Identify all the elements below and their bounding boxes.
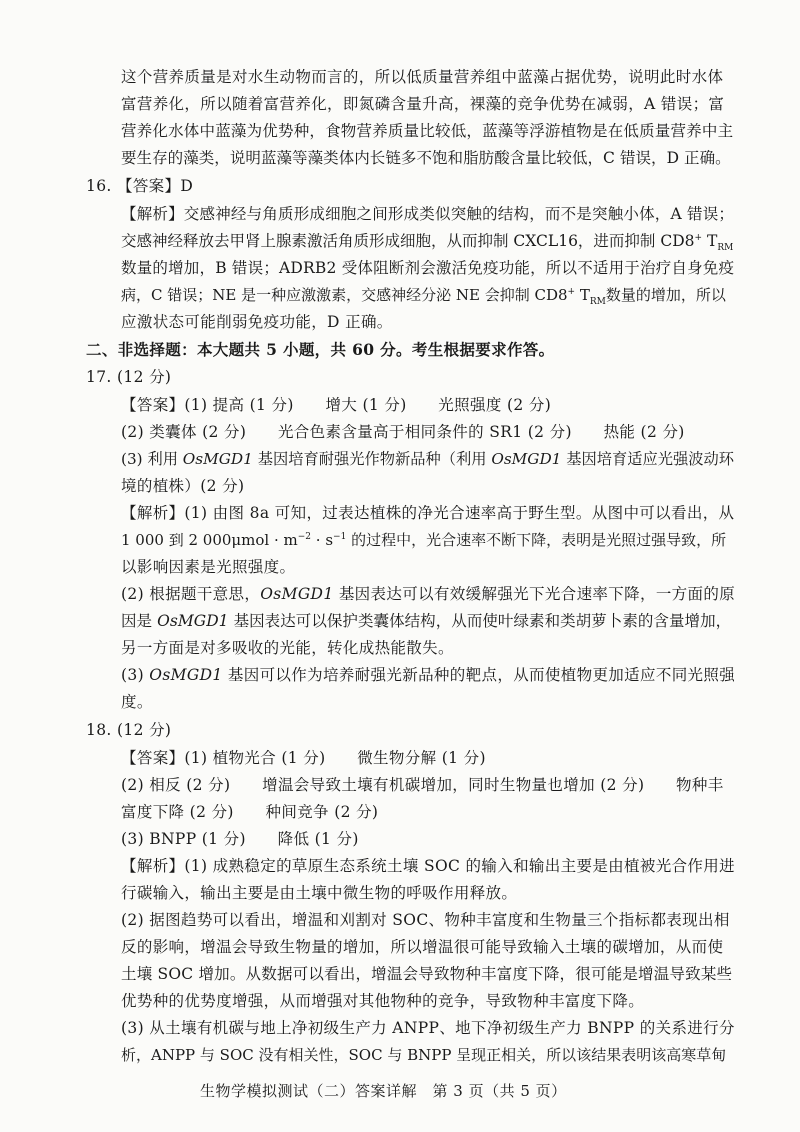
q17-number: 17. [86,368,112,386]
text: 的过程中，光合速率不断下降，表明是光照过强导致，所 [346,531,727,549]
superscript: + [694,232,703,243]
q18-answer-1: 【答案】(1) 植物光合 (1 分) 微生物分解 (1 分) [121,749,486,767]
gene-name: OsMGD1 [260,585,334,603]
q16-text: 病，C 错误；NE 是一种应激激素，交感神经分泌 NE 会抑制 CD8 [121,286,568,304]
q18-analysis-3-line-2: 析，ANPP 与 SOC 没有相关性，SOC 与 BNPP 呈现正相关，所以该结果表明该高寒草甸 [121,1046,727,1064]
superscript: −2 [297,532,312,542]
q18-number: 18. [86,721,112,739]
q18-analysis-1-line-1: 【解析】(1) 成熟稳定的草原生态系统土壤 SOC 的输入和输出主要是由植被光合作用进 [121,857,735,875]
text: · s [311,531,334,549]
q18-analysis-1-line-2: 行碳输入，输出主要是由土壤中微生物的呼吸作用释放。 [121,884,518,902]
q18-analysis-3-line-1: (3) 从土壤有机碳与地上净初级生产力 ANPP、地下净初级生产力 BNPP 的关系进行分 [121,1019,735,1037]
q18-header [86,719,171,741]
q16-analysis-line-1: 【解析】交感神经与角质形成细胞之间形成类似突触的结构，而不是突触小体，A 错误； [121,205,735,223]
q15-line-2: 富营养化，所以随着富营养化，即氮磷含量升高，裸藻的竞争优势在减弱，A 错误；富 [121,95,725,113]
q18-answer-2-line-2: 富度下降 (2 分) 种间竞争 (2 分) [121,803,379,821]
gene-name: OsMGD1 [157,612,229,630]
section-heading: 二、非选择题：本大题共 5 小题，共 60 分。考生根据要求作答。 [86,340,555,359]
q17-score: (12 分) [116,368,172,386]
subscript: RM [589,297,606,307]
q18-answer-2-line-1: (2) 相反 (2 分) 增温会导致土壤有机碳增加，同时生物量也增加 (2 分) 物种丰 [121,776,724,794]
superscript: + [567,287,576,297]
q17-analysis-2-line-3: 另一方面是对多吸收的光能，转化成热能散失。 [121,639,454,657]
q18-score: (12 分) [116,721,172,739]
text: 基因培育适应光强波动环 [561,450,734,468]
q18-answer-3: (3) BNPP (1 分) 降低 (1 分) [121,830,359,848]
q16-analysis-line-3: 数量的增加，B 错误；ADRB2 受体阻断剂会激活免疫功能，所以不适用于治疗自身免疫 [121,259,735,277]
q17-analysis-2-line-2 [121,610,731,632]
q16-header [86,175,193,197]
text: 因是 [121,612,158,630]
q17-analysis-1-line-3: 以影响因素是光照强度。 [121,558,296,576]
q16-analysis-line-5: 应激状态可能削弱免疫功能，D 正确。 [121,313,393,331]
q17-analysis-2-line-1 [121,583,735,605]
q17-answer-1: 【答案】(1) 提高 (1 分) 增大 (1 分) 光照强度 (2 分) [121,396,552,414]
t-cell-label: T [707,232,718,250]
text: 基因表达可以保护类囊体结构，从而使叶绿素和类胡萝卜素的含量增加， [228,612,732,630]
q18-analysis-2-line-1: (2) 据图趋势可以看出，增温和刈割对 SOC、物种丰富度和生物量三个指标都表现出相 [121,911,730,929]
text: 基因表达可以有效缓解强光下光合速率下降，一方面的原 [333,585,736,603]
text: (3) 利用 [121,450,183,468]
page-footer: 生物学模拟测试（二）答案详解 第 3 页（共 5 页） [200,1082,567,1100]
text: 基因可以作为培养耐强光新品种的靶点，从而使植物更加适应不同光照强 [222,666,736,684]
text: 1 000 到 2 000μmol · m [121,531,298,549]
q17-header [86,366,171,388]
text: (3) [121,666,150,684]
q17-answer-3-cont: 境的植株）(2 分) [121,477,245,495]
q17-analysis-3-line-1 [121,664,735,686]
t-cell-label: T [579,286,590,304]
subscript: RM [717,243,734,254]
q15-line-1: 这个营养质量是对水生动物而言的，所以低质量营养组中蓝藻占据优势，说明此时水体 [121,68,724,86]
q17-answer-3 [121,448,734,470]
text: (2) 根据题干意思， [121,585,261,603]
text: 基因培育耐强光作物新品种（利用 [252,450,492,468]
q16-text: 交感神经释放去甲肾上腺素激活角质形成细胞，从而抑制 CXCL16，进而抑制 CD8 [121,232,695,250]
q15-line-4: 要生存的藻类，说明蓝藻等藻类体内长链多不饱和脂肪酸含量比较低，C 错误，D 正确。 [121,149,731,167]
q15-line-3: 营养化水体中蓝藻为优势种，食物营养质量比较低，蓝藻等浮游植物是在低质量营养中主 [121,122,734,140]
q16-number: 16. [86,177,112,195]
gene-name: OsMGD1 [182,450,253,468]
q18-analysis-2-line-4: 优势种的优势度增强，从而增强对其他物种的竞争，导致物种丰富度下降。 [121,992,645,1010]
q17-answer-2: (2) 类囊体 (2 分) 光合色素含量高于相同条件的 SR1 (2 分) 热能 (2 分) [121,423,685,441]
q17-analysis-1-line-1: 【解析】(1) 由图 8a 可知，过表达植株的净光合速率高于野生型。从图中可以看出，从 [121,504,735,522]
gene-name: OsMGD1 [491,450,562,468]
q16-text: 数量的增加，所以 [605,286,726,304]
superscript: −1 [333,532,347,542]
q16-answer: 【答案】D [116,177,194,195]
q16-analysis-line-2 [121,230,733,252]
q17-analysis-1-line-2 [121,529,726,551]
q18-analysis-2-line-3: 土壤 SOC 增加。从数据可以看出，增温会导致物种丰富度下降，很可能是增温导致某些 [121,965,733,983]
q18-analysis-2-line-2: 反的影响，增温会导致生物量的增加，所以增温很可能导致输入土壤的碳增加，从而使 [121,938,724,956]
q16-analysis-line-4 [121,284,726,306]
q17-analysis-3-line-2: 度。 [121,693,153,711]
gene-name: OsMGD1 [149,666,223,684]
